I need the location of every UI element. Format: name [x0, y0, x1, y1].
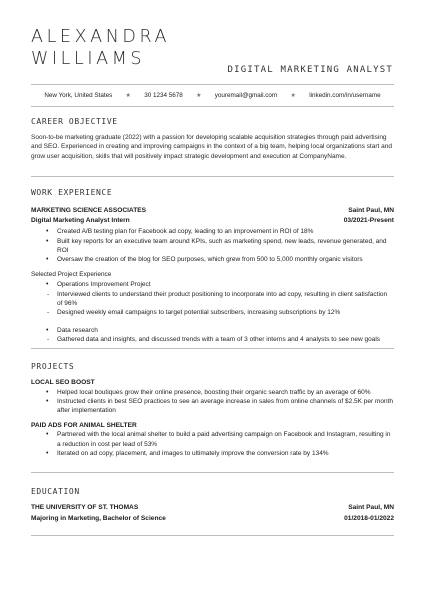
divider	[31, 472, 394, 473]
last-name: WILLIAMS	[31, 49, 146, 69]
list-item: • Instructed clients in best SEO practices to see an average increase in sales from online channels of $2.5K per month after implementation	[31, 397, 394, 416]
selected-projects-label: Selected Project Experience	[31, 270, 112, 278]
divider	[31, 106, 394, 107]
project-name: Data research	[57, 326, 98, 334]
education-section	[31, 503, 394, 523]
education-dates: 01/2018-01/2022	[344, 514, 394, 522]
section-title-experience: WORK EXPERIENCE	[31, 188, 113, 197]
email-link[interactable]: youremail@gmail.com	[214, 91, 278, 99]
list-item: • Oversaw the creation of the blog for SEO purposes, which grew from 500 to 5,000 monthly organic visitors	[31, 255, 394, 264]
linkedin-link[interactable]: linkedin.com/in/username	[309, 91, 381, 99]
job-dates: 03/2021-Present	[343, 216, 394, 224]
star-separator-icon: ★	[125, 92, 131, 99]
list-item: • Partnered with the local animal shelter to build a paid advertising campaign on Facebook and Instagram, resulting in a reduction in cost per lead of 53%	[31, 430, 394, 449]
job-role: Digital Marketing Analyst Intern	[31, 216, 130, 224]
first-name: ALEXANDRA	[31, 27, 171, 47]
list-item	[31, 326, 394, 345]
project-title: PAID ADS FOR ANIMAL SHELTER	[31, 421, 137, 429]
school-name: THE UNIVERSITY OF ST. THOMAS	[31, 504, 139, 511]
divider	[31, 535, 394, 536]
list-item: • Helped local boutiques grow their online presence, boosting their organic search traffic by an average of 60%	[31, 388, 394, 397]
phone-text: 30 1234 5678	[144, 91, 183, 99]
section-title-education: EDUCATION	[31, 487, 80, 496]
section-title-projects: PROJECTS	[31, 362, 75, 371]
list-item	[31, 280, 394, 318]
company-name: MARKETING SCIENCE ASSOCIATES	[31, 207, 147, 214]
star-separator-icon: ★	[290, 92, 296, 99]
list-item: • Created A/B testing plan for Facebook ad copy, leading to an improvement in ROI of 18%	[31, 227, 394, 236]
divider	[31, 348, 394, 349]
contact-bar	[31, 89, 394, 101]
project-name: Operations Improvement Project	[57, 281, 151, 289]
divider	[31, 84, 394, 85]
location-text: New York, United States	[44, 91, 113, 99]
star-separator-icon: ★	[196, 92, 202, 99]
list-item: • Built key reports for an executive team around KPIs, such as marketing spend, new leads, revenue generated, and ROI	[31, 237, 394, 256]
candidate-name	[31, 26, 170, 70]
job-headline: DIGITAL MARKETING ANALYST	[227, 65, 393, 75]
experience-section	[31, 206, 394, 345]
project-title: LOCAL SEO BOOST	[31, 379, 95, 386]
list-item: - Designed weekly email campaigns to target potential subscribers, increasing subscriptions by 12%	[31, 308, 394, 317]
degree-text: Majoring in Marketing, Bachelor of Science	[31, 514, 166, 522]
company-location: Saint Paul, MN	[348, 207, 394, 214]
list-item: - Gathered data and insights, and discussed trends with a team of 3 other interns and 4 analysts to see new goals	[31, 335, 394, 344]
divider	[31, 176, 394, 177]
list-item: • Iterated on ad copy, placement, and images to ultimately improve the conversion rate by 134%	[31, 449, 394, 458]
project-bullets	[31, 430, 394, 458]
experience-bullets	[31, 227, 394, 265]
projects-section	[31, 378, 394, 459]
list-item: - Interviewed clients to understand their product positioning to incorporate into ad copy, resulting in client satisfaction of 96%	[31, 290, 394, 309]
objective-text: Soon-to-be marketing graduate (2022) with a passion for developing scalable acquisition strategies through paid advertising and SEO. Experienced in creating and improving campaigns in the context of a big team, helping local organizations start and grow user acquisition, skills that will positively impact strategic development and execution at CompanyName.	[31, 134, 392, 160]
selected-projects-list	[31, 280, 394, 344]
school-location: Saint Paul, MN	[348, 504, 394, 511]
section-title-objective: CAREER OBJECTIVE	[31, 117, 118, 126]
project-bullets	[31, 388, 394, 416]
